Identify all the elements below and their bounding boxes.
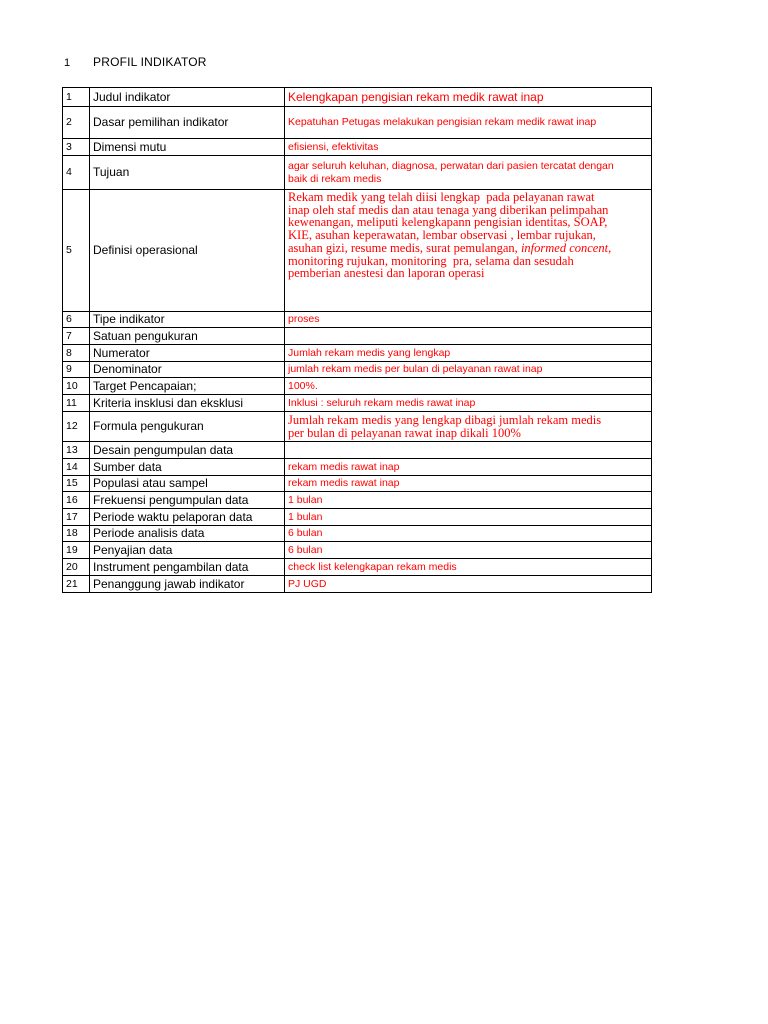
row-value: Kepatuhan Petugas melakukan pengisian rekam medik rawat inap: [285, 107, 652, 139]
value-line: KIE, asuhan keperawatan, lembar observasi , lembar rujukan,: [288, 228, 596, 243]
row-label: Denominator: [90, 362, 285, 378]
row-value: Inklusi : seluruh rekam medis rawat inap: [285, 395, 652, 412]
row-tipe-indikator: [63, 312, 652, 328]
row-value: [285, 412, 652, 442]
section-title: PROFIL INDIKATOR: [93, 55, 207, 69]
row-dimensi-mutu: [63, 139, 652, 156]
row-dasar-pemilihan: [63, 107, 652, 139]
row-satuan-pengukuran: [63, 328, 652, 345]
row-desain-pengumpulan: [63, 442, 652, 459]
row-number: 1: [63, 88, 90, 107]
row-number: 8: [63, 345, 90, 362]
row-value: rekam medis rawat inap: [285, 476, 652, 492]
value-line: monitoring rujukan, monitoring pra, selama dan sesudah: [288, 253, 574, 268]
row-instrument: [63, 559, 652, 576]
row-number: 19: [63, 542, 90, 559]
value-italic-text: informed concent,: [520, 240, 612, 255]
indicator-profile-table: [62, 87, 652, 593]
row-kriteria: [63, 395, 652, 412]
row-value: Kelengkapan pengisian rekam medik rawat inap: [285, 88, 652, 107]
row-value: [285, 156, 652, 190]
row-penyajian-data: [63, 542, 652, 559]
row-value: Jumlah rekam medis yang lengkap: [285, 345, 652, 362]
row-numerator: [63, 345, 652, 362]
row-label: Judul indikator: [90, 88, 285, 107]
value-line: kewenangan, meliputi kelengkapann pengisian identitas, SOAP,: [288, 215, 608, 230]
row-value: [285, 442, 652, 459]
row-label: Penyajian data: [90, 542, 285, 559]
row-populasi-sampel: [63, 476, 652, 492]
row-value: rekam medis rawat inap: [285, 459, 652, 476]
row-value: 100%.: [285, 378, 652, 395]
row-number: 3: [63, 139, 90, 156]
row-number: 13: [63, 442, 90, 459]
row-number: 4: [63, 156, 90, 190]
row-value: 1 bulan: [285, 492, 652, 509]
row-value: [285, 328, 652, 345]
row-definisi-operasional: [63, 190, 652, 312]
row-label: Numerator: [90, 345, 285, 362]
row-value: proses: [285, 312, 652, 328]
value-line: agar seluruh keluhan, diagnosa, perwatan dari pasien tercatat dengan: [288, 159, 614, 172]
row-label: Populasi atau sampel: [90, 476, 285, 492]
row-label: Penanggung jawab indikator: [90, 576, 285, 593]
row-number: 21: [63, 576, 90, 593]
value-line: per bulan di pelayanan rawat inap dikali 100%: [288, 425, 521, 440]
value-line: pemberian anestesi dan laporan operasi: [288, 266, 485, 281]
row-number: 9: [63, 362, 90, 378]
row-value: jumlah rekam medis per bulan di pelayanan rawat inap: [285, 362, 652, 378]
row-label: Formula pengukuran: [90, 412, 285, 442]
row-label: Dasar pemilihan indikator: [90, 107, 285, 139]
row-label: Kriteria insklusi dan eksklusi: [90, 395, 285, 412]
row-value: efisiensi, efektivitas: [285, 139, 652, 156]
row-value: 6 bulan: [285, 526, 652, 542]
row-number: 7: [63, 328, 90, 345]
row-label: Periode waktu pelaporan data: [90, 509, 285, 526]
value-line: Rekam medik yang telah diisi lengkap pada pelayanan rawat: [288, 190, 595, 204]
row-label: Definisi operasional: [90, 190, 285, 312]
row-label: Target Pencapaian;: [90, 378, 285, 395]
row-tujuan: [63, 156, 652, 190]
row-frekuensi: [63, 492, 652, 509]
row-target-pencapaian: [63, 378, 652, 395]
row-value: PJ UGD: [285, 576, 652, 593]
row-value: 1 bulan: [285, 509, 652, 526]
row-sumber-data: [63, 459, 652, 476]
row-label: Desain pengumpulan data: [90, 442, 285, 459]
row-number: 20: [63, 559, 90, 576]
row-label: Tujuan: [90, 156, 285, 190]
row-number: 18: [63, 526, 90, 542]
row-label: Periode analisis data: [90, 526, 285, 542]
row-number: 6: [63, 312, 90, 328]
row-value: check list kelengkapan rekam medis: [285, 559, 652, 576]
value-line: Jumlah rekam medis yang lengkap dibagi jumlah rekam medis: [288, 412, 602, 427]
value-line-text: asuhan gizi, resume medis, surat pemulangan,: [288, 240, 521, 255]
row-label: Tipe indikator: [90, 312, 285, 328]
section-number: 1: [64, 57, 71, 69]
row-penanggung-jawab: [63, 576, 652, 593]
row-value: [285, 190, 652, 312]
row-number: 5: [63, 190, 90, 312]
row-periode-pelaporan: [63, 509, 652, 526]
row-number: 17: [63, 509, 90, 526]
row-judul-indikator: [63, 88, 652, 107]
row-value: 6 bulan: [285, 542, 652, 559]
row-label: Satuan pengukuran: [90, 328, 285, 345]
value-line: [288, 242, 648, 255]
row-formula-pengukuran: [63, 412, 652, 442]
row-number: 16: [63, 492, 90, 509]
row-number: 14: [63, 459, 90, 476]
row-number: 12: [63, 412, 90, 442]
row-periode-analisis: [63, 526, 652, 542]
value-line: baik di rekam medis: [288, 172, 382, 185]
row-number: 11: [63, 395, 90, 412]
row-number: 15: [63, 476, 90, 492]
row-denominator: [63, 362, 652, 378]
row-number: 10: [63, 378, 90, 395]
row-label: Dimensi mutu: [90, 139, 285, 156]
value-line: inap oleh staf medis dan atau tenaga yang diberikan pelimpahan: [288, 202, 609, 217]
row-label: Sumber data: [90, 459, 285, 476]
row-label: Frekuensi pengumpulan data: [90, 492, 285, 509]
row-number: 2: [63, 107, 90, 139]
row-label: Instrument pengambilan data: [90, 559, 285, 576]
